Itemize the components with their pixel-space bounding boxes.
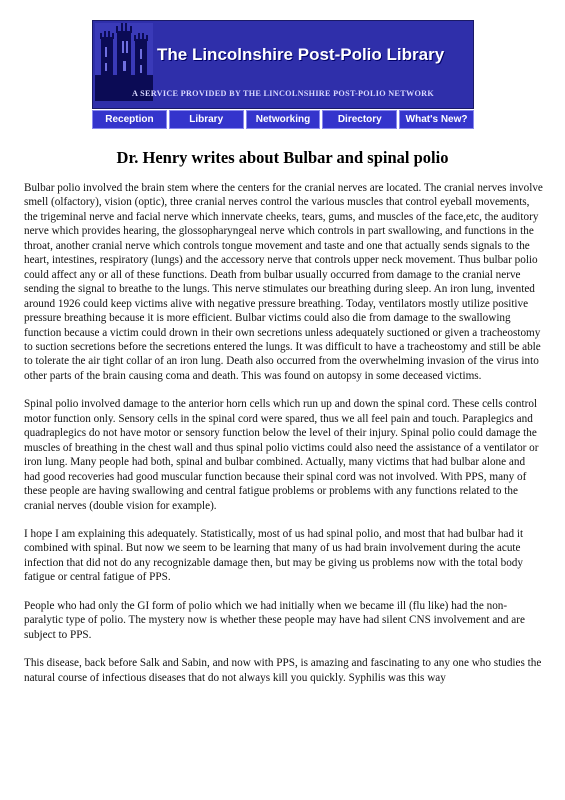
main-nav: [92, 110, 474, 129]
article-title: Dr. Henry writes about Bulbar and spinal polio: [116, 148, 449, 167]
nav-directory-button[interactable]: Directory: [322, 110, 397, 129]
paragraph-gi-form: People who had only the GI form of polio which we had initially when we became ill (flu like) had the non-paralytic type of polio. The mystery now is whether these people may have had silent CNS involvement and are subject to PPS.: [24, 599, 525, 641]
nav-reception-button[interactable]: Reception: [92, 110, 167, 129]
nav-library-button[interactable]: Library: [169, 110, 244, 129]
library-banner: [92, 20, 474, 109]
paragraph-spinal: Spinal polio involved damage to the anterior horn cells which run up and down the spinal cord. These cells control motor function only. Sensory cells in the spinal cord were spared, thus we all feel pain and touch. Paraplegics and quadraplegics do not have motor or sensory function below the level of their injury. Spinal polio could damage the muscles of breathing in the chest wall and thus spinal polio victims could also need the assistance of a ventilator or iron lung. Many people had both, spinal and bulbar combined. Actually, many victims that had bulbar alone and had good recoveries had good muscular function because their spinal cord was not involved. With PPS, many of these people are having swallowing and central fatigue problems or problems with any functions related to the cranial nerves (double vision for example).: [24, 398, 539, 512]
nav-whats-new-button[interactable]: What's New?: [399, 110, 474, 129]
paragraph-explanation: I hope I am explaining this adequately. Statistically, most of us had spinal polio, and most that had bulbar had it combined with spinal. But now we seem to be learning that many of us had brain involvement during the acute infection that did not do any recognizable damage then, but may be giving us problems now with the total body fatigue or central fatigue of PPS.: [24, 527, 524, 584]
article-body: [24, 181, 543, 699]
banner-subtitle: A SERVICE PROVIDED BY THE LINCOLNSHIRE POST-POLIO NETWORK: [132, 89, 434, 98]
nav-networking-button[interactable]: Networking: [246, 110, 321, 129]
paragraph-bulbar: Bulbar polio involved the brain stem where the centers for the cranial nerves are located. The cranial nerves involve smell (olfactory), vision (optic), three cranial nerves control the various muscles that control eyeball movements, the trigeminal nerve and facial nerve which innervate cheeks, tears, gums, and muscles of the face,etc, the auditory nerve which provides hearing, the glossopharyngeal nerve which controls in part swallowing, and functions in the throat, another cranial nerve which controls tongue movement and taste and one that actually sends signals to the heart, intestines, respiratory (lungs) and the accessory nerve that controls upper neck movement. Thus bulbar polio could affect any or all of these functions. Death from bulbar usually occurred from damage to the cranial nerve sending the signal to breathe to the lungs. This nerve stimulates our breathing during sleep. An iron lung, invented around 1926 could keep victims alive with negative pressure breathing. Today, ventilators mostly utilize positive pressure breathing because it is more efficient. Bulbar victims could also die from damage to the swallowing function because a victim could drown in their own secretions unless adequately suctioned or given a tracheostomy to suction secretions before the secretions entered the lungs. It was difficult to have a tracheostomy and still be able to tolerate the air tight collar of an iron lung. Death also occurred from the overwhelming invasion of the virus into other parts of the brain causing coma and death. This was found on autopsy in some deceased victims.: [24, 182, 543, 382]
paragraph-disease: This disease, back before Salk and Sabin, and now with PPS, is amazing and fascinating to any one who studies the natural course of infectious diseases that do not always kill you quickly. Syphilis was this way: [24, 657, 542, 684]
banner-title: The Lincolnshire Post-Polio Library: [157, 45, 445, 64]
